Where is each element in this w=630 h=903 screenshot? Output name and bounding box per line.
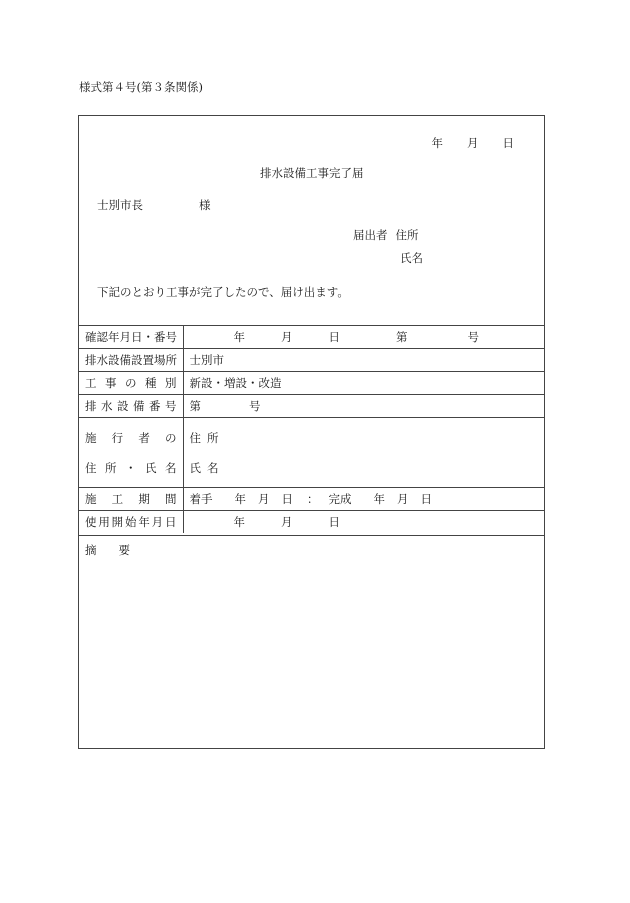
label-confirmation-char: 月 (119, 330, 131, 344)
submitter-name-label: 氏名 (400, 251, 423, 265)
label-work-type-char: 事 (105, 376, 117, 390)
label-usage-start-char: 開 (111, 515, 124, 529)
label-confirmation-char: ・ (142, 330, 154, 344)
period-start-day: 日 (281, 492, 293, 506)
label-usage-start-char: 年 (138, 515, 150, 529)
label-usage-start-char: 使 (85, 515, 97, 529)
date-year-label: 年 (431, 136, 443, 150)
label-location (79, 349, 183, 372)
label-contractor-bottom-char: ・ (125, 460, 137, 475)
row-location (79, 349, 544, 372)
row-usage-start (79, 511, 544, 534)
label-work-type-char: 種 (145, 376, 157, 390)
submitter-address-label: 住所 (395, 228, 419, 242)
label-equipment-number (79, 395, 183, 418)
label-contractor-top-char: 行 (111, 430, 124, 445)
label-equipment-number-char: 設 (117, 399, 129, 413)
form-frame (78, 115, 545, 749)
label-period-char: 間 (164, 492, 177, 506)
period-end-day: 日 (420, 492, 432, 506)
period-end: 完成 (328, 492, 352, 506)
label-usage-start-char: 用 (98, 515, 110, 529)
label-equipment-number-char: 号 (165, 399, 177, 413)
label-usage-start (79, 511, 183, 534)
period-separator: ： (307, 492, 319, 506)
contractor-address-label: 住所 (189, 430, 225, 445)
row-confirmation (79, 326, 544, 349)
submitter-label: 届出者 (353, 228, 388, 242)
value-usage-start (183, 511, 544, 534)
label-location-char: 所 (165, 353, 177, 367)
label-location-char: 排 (85, 353, 97, 367)
label-period (79, 488, 183, 511)
value-contractor (183, 418, 544, 488)
label-contractor-top-char: 施 (85, 430, 97, 445)
date-month-label: 月 (467, 136, 479, 150)
label-period-char: 工 (111, 492, 124, 506)
value-period (183, 488, 544, 511)
label-work-type-char: の (125, 376, 137, 390)
usage-day: 日 (328, 515, 340, 529)
eq-dai: 第 (189, 399, 201, 413)
label-confirmation-char: 番 (154, 330, 166, 344)
label-contractor-bottom-char: 住 (85, 460, 97, 475)
row-work-type (79, 372, 544, 395)
period-end-year: 年 (373, 492, 385, 506)
label-period-char: 期 (138, 492, 150, 506)
label-equipment-number-char: 備 (133, 399, 145, 413)
label-location-char: 備 (119, 353, 131, 367)
label-work-type-char: 別 (165, 376, 177, 390)
value-work-type: 新設・増設・改造 (183, 372, 544, 395)
label-equipment-number-char: 水 (101, 399, 113, 413)
conf-dai: 第 (396, 330, 408, 344)
addressee (97, 200, 211, 212)
form-header (79, 116, 544, 326)
label-contractor-bottom-char: 氏 (145, 460, 157, 475)
label-work-type-char: 工 (85, 376, 97, 390)
label-location-char: 置 (142, 353, 154, 367)
details-table (79, 325, 544, 533)
label-usage-start-char: 日 (164, 515, 177, 529)
conf-year: 年 (233, 330, 245, 344)
value-equipment-number (183, 395, 544, 418)
period-end-month: 月 (397, 492, 409, 506)
remarks-label: 摘要 (85, 543, 152, 557)
date-day-label: 日 (502, 136, 514, 150)
label-confirmation-char: 日 (131, 330, 143, 344)
addressee-honorific: 様 (199, 198, 211, 212)
conf-month: 月 (281, 330, 293, 344)
contractor-name-label: 氏名 (189, 460, 225, 475)
label-period-char: 施 (85, 492, 97, 506)
row-equipment-number (79, 395, 544, 418)
label-usage-start-char: 始 (124, 515, 137, 529)
conf-go: 号 (467, 330, 479, 344)
label-equipment-number-char: 番 (149, 399, 161, 413)
label-confirmation (79, 326, 183, 349)
addressee-name: 士別市長 (97, 198, 143, 212)
label-location-char: 設 (108, 353, 120, 367)
label-work-type (79, 372, 183, 395)
usage-year: 年 (233, 515, 245, 529)
conf-day: 日 (328, 330, 340, 344)
label-contractor-top-char: の (164, 430, 177, 445)
label-contractor (79, 418, 183, 488)
row-period (79, 488, 544, 511)
label-confirmation-char: 確 (85, 330, 97, 344)
value-confirmation (183, 326, 544, 349)
label-location-char: 水 (96, 353, 108, 367)
submitter-address-line (353, 230, 419, 242)
form-number: 様式第４号(第３条関係) (79, 80, 203, 94)
label-location-char: 場 (154, 353, 166, 367)
label-confirmation-char: 認 (96, 330, 108, 344)
remarks-area (79, 535, 544, 750)
label-location-char: 設 (131, 353, 143, 367)
row-contractor (79, 418, 544, 488)
period-start-year: 年 (234, 492, 246, 506)
label-confirmation-char: 年 (108, 330, 120, 344)
usage-month: 月 (281, 515, 293, 529)
label-contractor-bottom-char: 名 (165, 460, 177, 475)
eq-go: 号 (249, 399, 261, 413)
statement: 下記のとおり工事が完了したので、届け出ます。 (97, 285, 349, 299)
label-usage-start-char: 月 (151, 515, 164, 529)
period-start: 着手 (189, 492, 213, 506)
submission-date (432, 138, 515, 150)
period-start-month: 月 (258, 492, 270, 506)
value-location: 士別市 (183, 349, 544, 372)
label-confirmation-char: 号 (165, 330, 177, 344)
label-contractor-bottom-char: 所 (105, 460, 117, 475)
label-equipment-number-char: 排 (85, 399, 97, 413)
form-title: 排水設備工事完了届 (260, 166, 364, 180)
label-contractor-top-char: 者 (138, 430, 150, 445)
